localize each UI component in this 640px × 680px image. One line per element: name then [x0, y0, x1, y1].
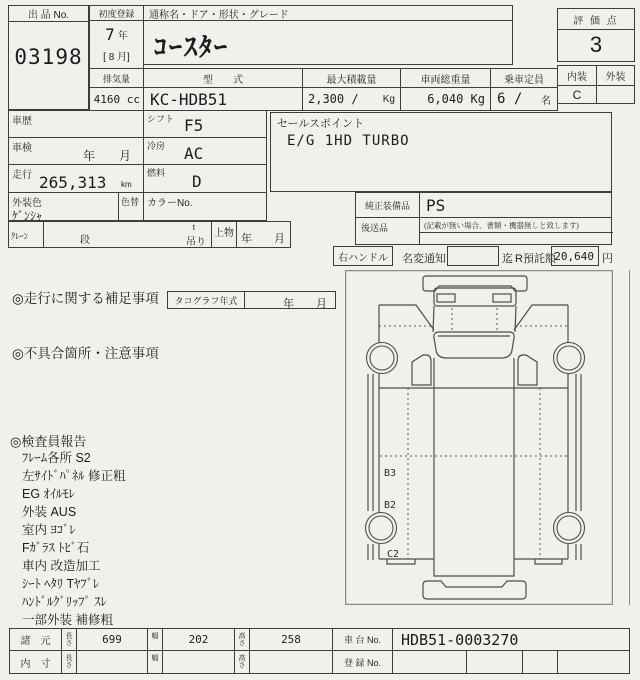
cooling-cell: 冷房 AC	[143, 137, 267, 165]
chassis-no-value: HDB51-0003270	[392, 628, 630, 651]
registration-no-cell	[557, 650, 630, 674]
rename-notice-box	[447, 246, 499, 266]
crane-tsuri: 吊り	[186, 237, 206, 248]
exterior-label: 外装	[605, 72, 626, 83]
capacity-header: 乗車定員	[490, 68, 558, 88]
registration-no-cell	[392, 650, 467, 674]
report-item: EG ｵｲﾙﾓﾚ	[22, 487, 75, 501]
crane-spec-cell	[43, 221, 212, 248]
mileage-unit: km	[121, 180, 132, 189]
deposit-label: R預託額	[515, 253, 556, 265]
height-value: 258	[249, 628, 333, 651]
body-color-value: ｹﾞﾝｼｬ	[12, 209, 43, 223]
fuel-value: D	[192, 172, 202, 191]
registration-no-label: 登 録 No.	[332, 650, 393, 674]
length-header: 長さ	[61, 628, 77, 651]
inner-length-header: 長さ	[61, 650, 77, 674]
sales-point-box	[270, 112, 612, 192]
first-registration-year: 7	[105, 24, 115, 44]
rename-notice-label: 名変通知	[402, 253, 446, 265]
model-code-header: 型 式	[143, 68, 303, 88]
crane-label-cell: ｸﾚｰﾝ	[8, 221, 44, 248]
forwarding-label: 後送品	[361, 223, 389, 233]
model-name-value: ｺｰｽﾀｰ	[154, 32, 230, 62]
history-cell: 車歴	[8, 110, 144, 138]
score-label: 評 価 点	[573, 15, 619, 27]
report-item: 一部外装 補修粗	[22, 613, 113, 627]
damage-label-b2: B2	[384, 500, 397, 511]
report-item: 室内 ﾖｺﾞﾚ	[22, 523, 76, 537]
forwarding-divider	[420, 232, 613, 233]
report-item: ﾌﾚｰﾑ各所 S2	[22, 451, 91, 465]
inner-height-header: 高さ	[234, 650, 250, 674]
model-name-label: 通称名・ドア・形状・グレード	[149, 9, 289, 21]
inner-length-value	[76, 650, 148, 674]
tacho-label-cell: タコグラフ年式	[167, 291, 245, 309]
tacho-value: 年 月	[283, 298, 327, 310]
capacity-value: 6 / 名	[490, 87, 558, 111]
damage-label-c2: C2	[387, 549, 400, 560]
lot-number: 03198	[14, 45, 83, 69]
deposit-box	[551, 246, 599, 266]
registration-no-cell	[466, 650, 523, 674]
sheet-right-border	[629, 270, 630, 605]
score-value: 3	[589, 32, 603, 57]
bus-outline	[368, 276, 581, 599]
crane-dan: 段	[80, 235, 90, 246]
gross-weight-header: 車両総重量	[400, 68, 491, 88]
length-value: 699	[76, 628, 148, 651]
fuel-cell: 燃料 D	[143, 164, 267, 193]
mileage-value: 265,313	[39, 173, 107, 192]
vehicle-diagram	[345, 270, 613, 605]
exterior-grade	[597, 86, 634, 103]
shift-value: F5	[184, 116, 204, 135]
dimensions-row-label: 諸 元	[9, 628, 62, 651]
wheels	[366, 343, 585, 544]
inner-height-value	[249, 650, 333, 674]
damage-label-b3: B3	[384, 468, 397, 479]
until-label: 迄	[502, 253, 513, 265]
lot-box	[8, 5, 89, 110]
report-item: ﾊﾝﾄﾞﾙｸﾞﾘｯﾌﾟ ｽﾚ	[22, 595, 107, 609]
lot-label: 出 品 No.	[27, 10, 70, 21]
equipment-label: 純正装備品	[364, 200, 410, 211]
max-load-header: 最大積載量	[302, 68, 401, 88]
sales-point-label: セールスポイント	[277, 118, 365, 130]
interior-label: 内装	[567, 72, 587, 83]
inner-width-header: 幅	[147, 650, 163, 674]
inspection-value: 年 月	[82, 149, 131, 163]
tacho-value-cell	[244, 291, 336, 309]
yen-label: 円	[602, 253, 613, 265]
report-item: ｼｰﾄ ﾍﾀﾘ Tﾔﾌﾞﾚ	[22, 577, 100, 591]
color-no-cell: カラーNo.	[143, 192, 267, 221]
report-item: 車内 改造加工	[22, 559, 101, 573]
equipment-value: PS	[426, 196, 446, 215]
inner-width-value	[162, 650, 235, 674]
body-color-cell: 外装色 ｹﾞﾝｼｬ	[8, 192, 119, 221]
first-registration-label: 初度登録	[98, 8, 135, 19]
shift-cell: シフト F5	[143, 110, 267, 138]
report-item: 外装 AUS	[22, 505, 77, 519]
sales-point-value: E/G 1HD TURBO	[287, 133, 410, 149]
max-load-value: 2,300 / Kg	[302, 87, 401, 111]
running-remarks-title: ◎走行に関する補足事項	[12, 291, 159, 306]
body-top-value-cell	[236, 221, 291, 248]
inner-dims-row-label: 内 寸	[9, 650, 62, 674]
panel-seams	[379, 308, 568, 559]
diagram-border	[346, 271, 613, 605]
first-registration-month: [ 8 月]	[103, 51, 130, 63]
width-header: 幅	[147, 628, 163, 651]
forwarding-row	[355, 217, 612, 245]
width-value: 202	[162, 628, 235, 651]
defects-title: ◎不具合箇所・注意事項	[12, 346, 159, 361]
body-top-value: 年 月	[241, 233, 285, 245]
model-name-box	[143, 5, 513, 65]
interior-grade: C	[558, 86, 597, 103]
body-top-label-cell: 上物	[211, 221, 237, 248]
rhd-badge: 右ハンドル	[333, 246, 393, 266]
height-header: 高さ	[234, 628, 250, 651]
mileage-cell: 走行 265,313 km	[8, 164, 144, 193]
gross-weight-value: 6,040 Kg	[400, 87, 491, 111]
displacement-header: 排気量	[89, 68, 144, 88]
displacement-value: 4160 cc	[89, 87, 144, 111]
inspection-cell: 車検 年 月	[8, 137, 144, 165]
interior-exterior-box	[557, 65, 635, 104]
crane-ton: t	[192, 223, 195, 232]
first-registration-box	[89, 5, 144, 69]
first-registration-year-unit: 年	[117, 30, 128, 42]
score-box	[557, 8, 635, 62]
report-item: Fｶﾞﾗｽ ﾄﾋﾞ石	[22, 541, 90, 555]
cooling-value: AC	[184, 144, 204, 163]
inspector-report-title: ◎検査員報告	[10, 434, 87, 449]
model-code-value: KC-HDB51	[143, 87, 303, 111]
equipment-row	[355, 192, 612, 218]
registration-no-cell	[522, 650, 558, 674]
report-item: 左ｻｲﾄﾞﾊﾟﾈﾙ 修正粗	[22, 469, 126, 483]
forwarding-note: (記載が無い場合、書類・機器無しと致します)	[424, 221, 579, 230]
deposit-value: 20,640	[554, 249, 594, 263]
chassis-no-label: 車 台 No.	[332, 628, 393, 651]
recolor-cell: 色替	[118, 192, 144, 221]
